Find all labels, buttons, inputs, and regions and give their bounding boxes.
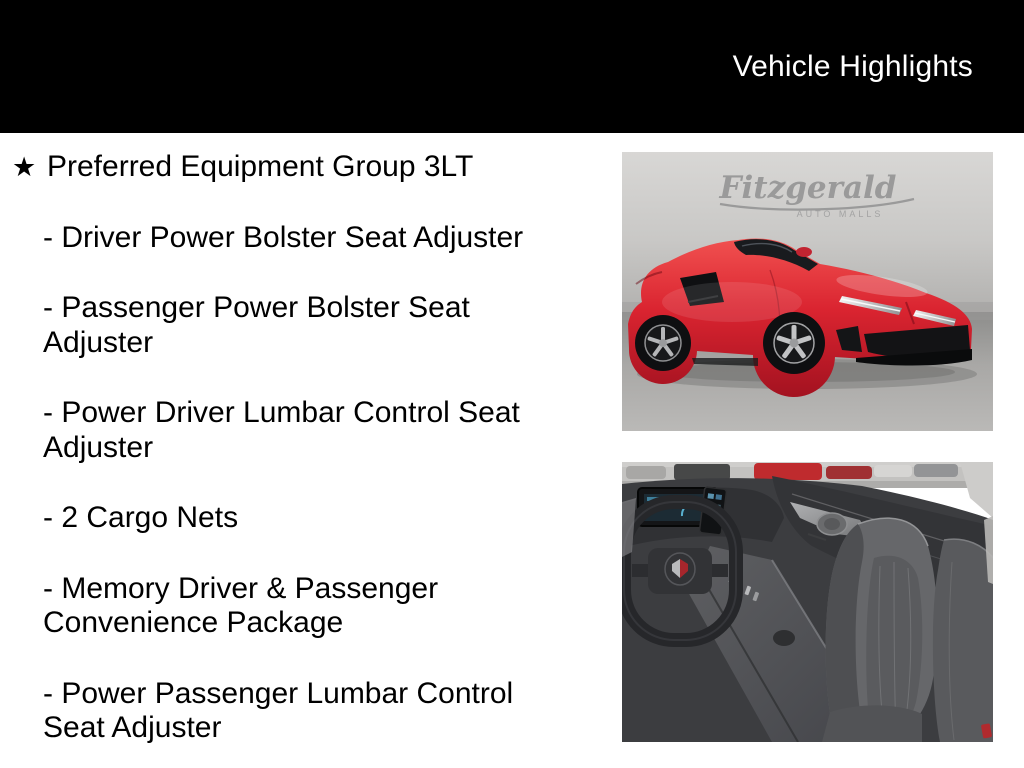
front-wheel [763,312,825,374]
interior-photo-art [622,462,993,742]
exterior-photo [622,152,993,431]
equipment-sub-item: - Driver Power Bolster Seat Adjuster [43,220,524,254]
page-title: Vehicle Highlights [732,49,973,83]
parked-dark-car [674,464,730,480]
rear-wheel [635,315,691,371]
equipment-group-title-row [12,150,560,185]
exterior-photo-art [622,152,993,431]
passenger-seat [933,539,993,742]
parked-red-car [754,463,822,480]
equipment-group-title: Preferred Equipment Group 3LT [47,150,474,183]
interior-photo [622,462,993,742]
equipment-sub-item: - Power Driver Lumbar Control Seat Adjuster [43,396,520,464]
driver-seat [822,518,937,742]
equipment-list [12,150,560,768]
star-bullet-icon: ★ [12,152,37,182]
equipment-sub-item: - Passenger Power Bolster Seat Adjuster [43,291,470,359]
watermark-tagline: AUTO MALLS [796,209,884,219]
header-bar [0,0,1024,133]
watermark-brand: Fitzgerald [719,170,897,206]
rear-glass [960,462,993,518]
equipment-sub-item: - Memory Driver & Passenger Convenience Package [43,571,439,639]
equipment-sub-item: - 2 Cargo Nets [43,501,239,534]
side-mirror [796,247,812,257]
parked-red-car-2 [826,466,872,479]
equipment-sub-item: - Power Passenger Lumbar Control Seat Adjuster [43,676,514,744]
